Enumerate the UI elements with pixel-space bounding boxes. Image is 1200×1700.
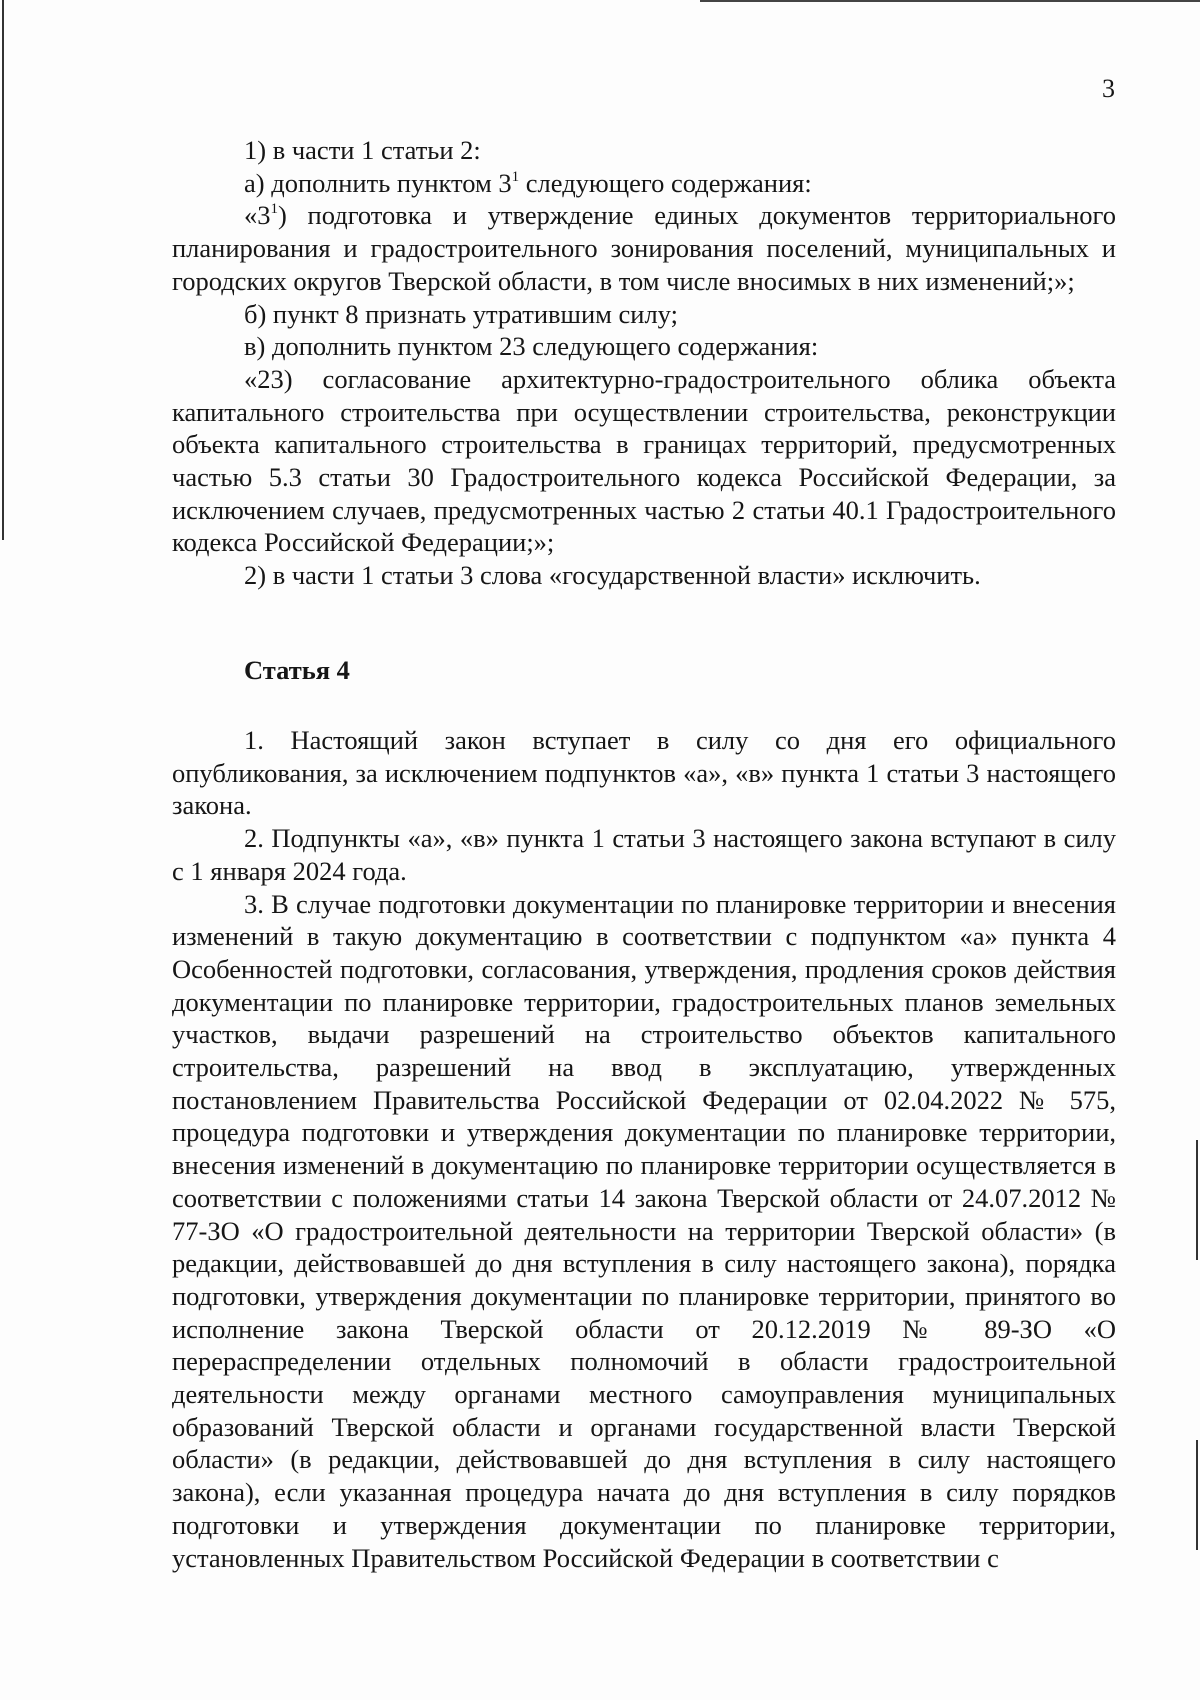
article-heading: Статья 4 bbox=[244, 655, 350, 685]
paragraph: 2. Подпункты «а», «в» пункта 1 статьи 3 настоящего закона вступают в силу с 1 января 2024 года. bbox=[172, 823, 1116, 886]
scan-edge-left bbox=[2, 0, 4, 540]
scan-edge-right-lower bbox=[1196, 1440, 1198, 1550]
article-4-section bbox=[172, 724, 1116, 1574]
paragraph: 3. В случае подготовки документации по планировке территории и внесения изменений в такую документацию в соответствии с подпунктом «а» пункта 4 Особенностей подготовки, согласования, утверждения, продления сроков действия документации по планировке территории, градостроительных планов земельных участков, выдачи разрешений на строительство объектов капитального строительства, разрешений на ввод в эксплуатацию, утвержденных постановлением Правительства Российской Федерации от 02.04.2022 № 575, процедура подготовки и утверждения документации по планировке территории, внесения изменений в документацию по планировке территории осуществляется в соответствии с положениями статьи 14 закона Тверской области от 24.07.2012 № 77-ЗО «О градостроительной деятельности на территории Тверской области» (в редакции, действовавшей до дня вступления в силу настоящего закона), порядка подготовки, утверждения документации по планировке территории, принятого во исполнение закона Тверской области от 20.12.2019 № 89-ЗО «О перераспределении отдельных полномочий в области градостроительной деятельности между органами местного самоуправления муниципальных образований Тверской области и органами государственной власти Тверской области» (в редакции, действовавшей до дня вступления в силу настоящего закона), если указанная процедура начата до дня вступления в силу порядков подготовки и утверждения документации по планировке территории, установленных Правительством Российской Федерации в соответствии с bbox=[172, 888, 1116, 1573]
paragraph: б) пункт 8 признать утратившим силу; bbox=[244, 298, 678, 329]
paragraph: а) дополнить пунктом $3^1$ следующего содержания: bbox=[244, 167, 812, 198]
scan-edge-right-upper bbox=[1196, 1140, 1198, 1260]
paragraph: «$3^1$) подготовка и утверждение единых документов территориального планирования и градостроительного зонирования поселений, муниципальных и городских округов Тверской области, в том числе вносимых в них изменений;»; bbox=[172, 200, 1116, 296]
paragraph: «23) согласование архитектурно-градостроительного облика объекта капитального строительства при осуществлении строительства, реконструкции объекта капитального строительства в границах территорий, предусмотренных частью 5.3 статьи 30 Градостроительного кодекса Российской Федерации, за исключением случаев, предусмотренных частью 2 статьи 40.1 Градостроительного кодекса Российской Федерации;»; bbox=[172, 363, 1116, 558]
paragraph: 2) в части 1 статьи 3 слова «государственной власти» исключить. bbox=[244, 560, 981, 591]
page-number: 3 bbox=[1102, 74, 1115, 103]
scan-edge-top bbox=[700, 0, 1200, 2]
paragraph: 1. Настоящий закон вступает в силу со дня его официального опубликования, за исключением подпунктов «а», «в» пункта 1 статьи 3 настоящего закона. bbox=[172, 725, 1116, 821]
amendments-section bbox=[172, 134, 1116, 592]
paragraph: в) дополнить пунктом 23 следующего содержания: bbox=[244, 331, 819, 362]
paragraph: 1) в части 1 статьи 2: bbox=[244, 135, 481, 165]
